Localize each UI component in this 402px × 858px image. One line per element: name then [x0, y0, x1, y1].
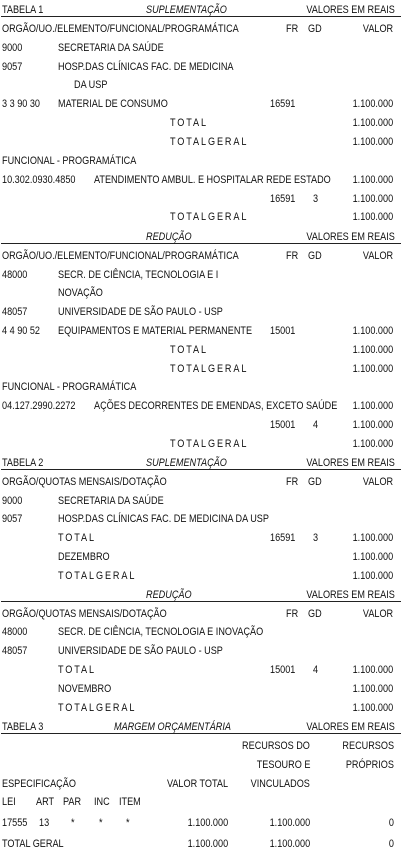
table-cell: 1.100.000: [352, 702, 393, 714]
table-cell: TOTAL GERAL: [2, 838, 64, 850]
table-cell: TOTALGERAL: [58, 570, 137, 582]
table-cell: NOVEMBRO: [58, 683, 112, 695]
table-cell: FR: [286, 476, 299, 488]
section-title: MARGEM ORÇAMENTÁRIA: [114, 721, 231, 733]
table-divider: [1, 733, 401, 734]
table-cell: ORGÃO/UO./ELEMENTO/FUNCIONAL/PROGRAMÁTICA: [2, 250, 239, 262]
table-cell: TOTAL: [58, 664, 96, 676]
table-cell: TABELA 2: [2, 457, 44, 469]
table-cell: 0: [388, 838, 394, 850]
table-cell: 1.100.000: [352, 344, 393, 356]
table-cell: 16591: [270, 193, 296, 205]
table-cell: 15001: [270, 419, 296, 431]
table-cell: 3 3 90 30: [2, 98, 41, 110]
table-cell: VALOR: [362, 608, 393, 620]
table-cell: HOSP.DAS CLÍNICAS FAC. DE MEDICINA: [58, 61, 234, 73]
table-cell: LEI: [2, 796, 16, 808]
table-cell: TOTAL: [58, 532, 96, 544]
table-divider: [1, 469, 401, 470]
table-cell: 4 4 90 52: [2, 325, 41, 337]
table-cell: RECURSOS DO: [242, 740, 310, 752]
table-cell: TOTALGERAL: [170, 363, 249, 375]
table-cell: 3: [313, 532, 319, 544]
table-cell: 1.100.000: [269, 817, 310, 829]
table-cell: 48000: [2, 626, 28, 638]
table-cell: MATERIAL DE CONSUMO: [58, 98, 168, 110]
table-cell: VALOR: [362, 23, 393, 35]
table-cell: TOTAL: [170, 117, 208, 129]
table-cell: VALOR TOTAL: [166, 778, 228, 790]
table-cell: *: [99, 817, 103, 829]
table-cell: 1.100.000: [352, 211, 393, 223]
table-cell: ATENDIMENTO AMBUL. E HOSPITALAR REDE ESTADO: [94, 174, 331, 186]
table-cell: 1.100.000: [352, 438, 393, 450]
table-cell: GD: [308, 608, 322, 620]
table-cell: 0: [388, 817, 394, 829]
table-cell: 9000: [2, 495, 23, 507]
table-cell: ITEM: [119, 796, 141, 808]
table-cell: UNIVERSIDADE DE SÃO PAULO - USP: [58, 306, 223, 318]
table-cell: 13: [39, 817, 50, 829]
table-cell: GD: [308, 476, 322, 488]
table-cell: 1.100.000: [352, 532, 393, 544]
table-cell: 48000: [2, 269, 28, 281]
table-cell: FR: [286, 23, 299, 35]
table-cell: SECRETARIA DA SAÚDE: [58, 495, 164, 507]
table-cell: SECRETARIA DA SAÚDE: [58, 42, 164, 54]
table-cell: 04.127.2990.2272: [2, 400, 76, 412]
table-cell: DEZEMBRO: [58, 551, 110, 563]
table-cell: SECR. DE CIÊNCIA, TECNOLOGIA E I: [58, 269, 219, 281]
table-cell: HOSP.DAS CLÍNICAS FAC. DE MEDICINA DA USP: [58, 513, 269, 525]
table-cell: INC: [94, 796, 110, 808]
table-cell: 15001: [270, 325, 296, 337]
table-cell: TOTALGERAL: [170, 136, 249, 148]
table-cell: 1.100.000: [187, 817, 228, 829]
table-cell: ORGÃO/QUOTAS MENSAIS/DOTAÇÃO: [2, 608, 167, 620]
table-cell: PAR: [63, 796, 82, 808]
section-title: REDUÇÃO: [146, 231, 192, 243]
table-cell: VINCULADOS: [250, 778, 310, 790]
table-cell: 1.100.000: [352, 664, 393, 676]
table-cell: 1.100.000: [352, 117, 393, 129]
table-cell: VALORES EM REAIS: [306, 721, 395, 733]
table-cell: VALOR: [362, 250, 393, 262]
table-cell: 1.100.000: [352, 98, 393, 110]
table-cell: 1.100.000: [352, 419, 393, 431]
table-cell: 1.100.000: [352, 325, 393, 337]
table-cell: 9000: [2, 42, 23, 54]
table-cell: TESOURO E: [256, 759, 310, 771]
table-cell: ORGÃO/UO./ELEMENTO/FUNCIONAL/PROGRAMÁTICA: [2, 23, 239, 35]
section-title: SUPLEMENTAÇÃO: [146, 457, 227, 469]
table-cell: 1.100.000: [352, 400, 393, 412]
table-cell: FR: [286, 250, 299, 262]
table-cell: FUNCIONAL - PROGRAMÁTICA: [2, 381, 137, 393]
table-cell: 1.100.000: [269, 838, 310, 850]
table-cell: 3: [313, 193, 319, 205]
table-cell: FR: [286, 608, 299, 620]
table-cell: GD: [308, 23, 322, 35]
table-cell: 1.100.000: [352, 683, 393, 695]
table-cell: SECR. DE CIÊNCIA, TECNOLOGIA E INOVAÇÃO: [58, 626, 264, 638]
table-cell: VALORES EM REAIS: [306, 457, 395, 469]
table-cell: FUNCIONAL - PROGRAMÁTICA: [2, 155, 137, 167]
table-cell: TABELA 3: [2, 721, 44, 733]
table-cell: VALORES EM REAIS: [306, 231, 395, 243]
table-divider: [1, 16, 401, 17]
table-cell: VALORES EM REAIS: [306, 4, 395, 16]
table-cell: 1.100.000: [187, 838, 228, 850]
table-cell: 16591: [270, 98, 296, 110]
table-cell: 1.100.000: [352, 136, 393, 148]
table-cell: 17555: [2, 817, 28, 829]
table-cell: 4: [313, 664, 319, 676]
table-cell: TOTALGERAL: [170, 438, 249, 450]
table-cell: TABELA 1: [2, 4, 44, 16]
table-cell: TOTALGERAL: [170, 211, 249, 223]
table-cell: 1.100.000: [352, 174, 393, 186]
table-cell: ESPECIFICAÇÃO: [2, 778, 76, 790]
table-cell: UNIVERSIDADE DE SÃO PAULO - USP: [58, 645, 223, 657]
table-cell: 10.302.0930.4850: [2, 174, 76, 186]
table-cell: 48057: [2, 645, 28, 657]
section-title: REDUÇÃO: [146, 589, 192, 601]
table-cell: 16591: [270, 532, 296, 544]
table-cell: 9057: [2, 513, 23, 525]
section-title: SUPLEMENTAÇÃO: [146, 4, 227, 16]
table-cell: *: [126, 817, 130, 829]
table-cell: ART: [36, 796, 55, 808]
table-divider: [1, 601, 401, 602]
table-cell: RECURSOS: [342, 740, 394, 752]
table-cell: VALOR: [362, 476, 393, 488]
table-cell: TOTALGERAL: [58, 702, 137, 714]
table-cell: TOTAL: [170, 344, 208, 356]
table-divider: [1, 243, 401, 244]
table-cell: *: [71, 817, 75, 829]
table-cell: EQUIPAMENTOS E MATERIAL PERMANENTE: [58, 325, 253, 337]
table-cell: 9057: [2, 61, 23, 73]
table-cell: 1.100.000: [352, 193, 393, 205]
table-cell: DA USP: [74, 79, 108, 91]
table-cell: 4: [313, 419, 319, 431]
table-cell: NOVAÇÃO: [58, 287, 103, 299]
table-cell: 1.100.000: [352, 570, 393, 582]
table-cell: AÇÕES DECORRENTES DE EMENDAS, EXCETO SAÚDE: [94, 400, 338, 412]
table-cell: 1.100.000: [352, 363, 393, 375]
table-cell: 1.100.000: [352, 551, 393, 563]
table-cell: VALORES EM REAIS: [306, 589, 395, 601]
table-cell: GD: [308, 250, 322, 262]
table-cell: ORGÃO/QUOTAS MENSAIS/DOTAÇÃO: [2, 476, 167, 488]
table-cell: 48057: [2, 306, 28, 318]
table-cell: PRÓPRIOS: [345, 759, 394, 771]
table-cell: 15001: [270, 664, 296, 676]
